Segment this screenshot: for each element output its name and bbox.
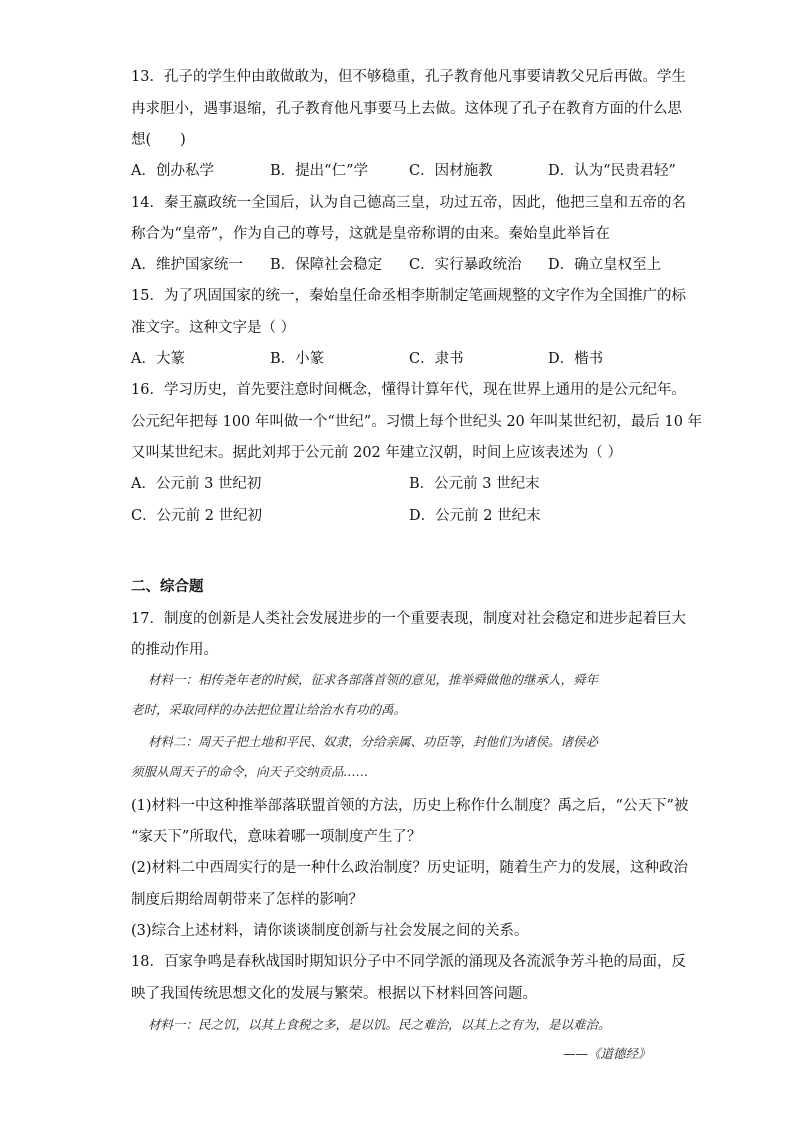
q16-option-d[interactable]: D．公元前 2 世纪末 [409, 508, 541, 524]
q17-question-1a: (1)材料一中这种推举部落联盟首领的方法，历史上称作什么制度？禹之后，“公天下”被 [131, 798, 689, 814]
q15-option-a[interactable]: A．大篆 [131, 351, 185, 367]
q16-option-c[interactable]: C．公元前 2 世纪初 [131, 508, 263, 524]
q14-option-a[interactable]: A．维护国家统一 [131, 257, 243, 273]
q17-question-1b: “家天下”所取代，意味着哪一项制度产生了？ [131, 829, 422, 845]
q18-intro-2: 映了我国传统思想文化的发展与繁荣。根据以下材料回答问题。 [131, 986, 537, 1002]
q16-option-b[interactable]: B．公元前 3 世纪末 [409, 476, 540, 492]
q18-material1: 材料一：民之饥，以其上食税之多，是以饥。民之难治，以其上之有为，是以难治。 [148, 1017, 611, 1032]
q13-line-1: 13．孔子的学生仲由敢做敢为，但不够稳重，孔子教育他凡事要请教父兄后再做。学生 [131, 69, 686, 85]
q14-option-c[interactable]: C．实行暴政统治 [409, 257, 522, 273]
q15-line-1: 15．为了巩固国家的统一，秦始皇任命丞相李斯制定笔画规整的文字作为全国推广的标 [131, 288, 686, 304]
q14-line-2: 称合为“皇帝”，作为自己的尊号，这就是皇帝称谓的由来。秦始皇此举旨在 [131, 226, 610, 242]
q13-option-a[interactable]: A．创办私学 [131, 163, 214, 179]
q16-line-2: 公元纪年把每 100 年叫做一个“世纪”。习惯上每个世纪头 20 年叫某世纪初，最后 10 年 [131, 414, 703, 430]
q16-line-3: 又叫某世纪末。据此刘邦于公元前 202 年建立汉朝，时间上应该表述为（ ） [131, 445, 623, 461]
q18-source: ——《道德经》 [563, 1046, 651, 1061]
q14-line-1: 14．秦王嬴政统一全国后，认为自己德高三皇，功过五帝，因此，他把三皇和五帝的名 [131, 195, 686, 211]
q17-question-2b: 制度后期给周朝带来了怎样的影响？ [131, 892, 363, 908]
q13-line-2: 冉求胆小，遇事退缩，孔子教育他凡事要马上去做。这体现了孔子在教育方面的什么思 [131, 101, 682, 117]
section-title: 二、综合题 [131, 578, 204, 595]
q13-option-b[interactable]: B．提出“仁”学 [270, 163, 368, 179]
q17-material2-line-1: 材料二：周天子把土地和平民、奴隶，分给亲属、功臣等，封他们为诸侯。诸侯必 [148, 734, 599, 749]
q18-intro-1: 18．百家争鸣是春秋战国时期知识分子中不同学派的涌现及各流派争芳斗艳的局面，反 [131, 954, 686, 970]
q15-option-b[interactable]: B．小篆 [270, 351, 325, 367]
q14-option-d[interactable]: D．确立皇权至上 [548, 257, 662, 273]
q13-line-3: 想( ) [131, 132, 186, 148]
q17-material2-line-2: 须服从周天子的命令，向天子交纳贡品…… [131, 764, 369, 779]
q17-question-3: (3)综合上述材料，请你谈谈制度创新与社会发展之间的关系。 [131, 923, 529, 939]
q17-material1-line-1: 材料一：相传尧年老的时候，征求各部落首领的意见，推举舜做他的继承人，舜年 [148, 672, 599, 687]
q13-option-d[interactable]: D．认为“民贵君轻” [548, 163, 676, 179]
q17-intro-2: 的推动作用。 [131, 642, 218, 658]
q15-option-c[interactable]: C．隶书 [409, 351, 464, 367]
q14-option-b[interactable]: B．保障社会稳定 [270, 257, 383, 273]
q16-line-1: 16．学习历史，首先要注意时间概念，懂得计算年代，现在世界上通用的是公元纪年。 [131, 382, 686, 398]
q17-question-2a: (2)材料二中西周实行的是一种什么政治制度？历史证明，随着生产力的发展，这种政治 [131, 860, 689, 876]
q13-option-c[interactable]: C．因材施教 [409, 163, 493, 179]
q15-option-d[interactable]: D．楷书 [548, 351, 604, 367]
q16-option-a[interactable]: A．公元前 3 世纪初 [131, 476, 262, 492]
q15-line-2: 准文字。这种文字是（ ） [131, 320, 296, 336]
q17-intro-1: 17．制度的创新是人类社会发展进步的一个重要表现，制度对社会稳定和进步起着巨大 [131, 611, 686, 627]
q17-material1-line-2: 老时，采取同样的办法把位置让给治水有功的禹。 [131, 702, 407, 717]
